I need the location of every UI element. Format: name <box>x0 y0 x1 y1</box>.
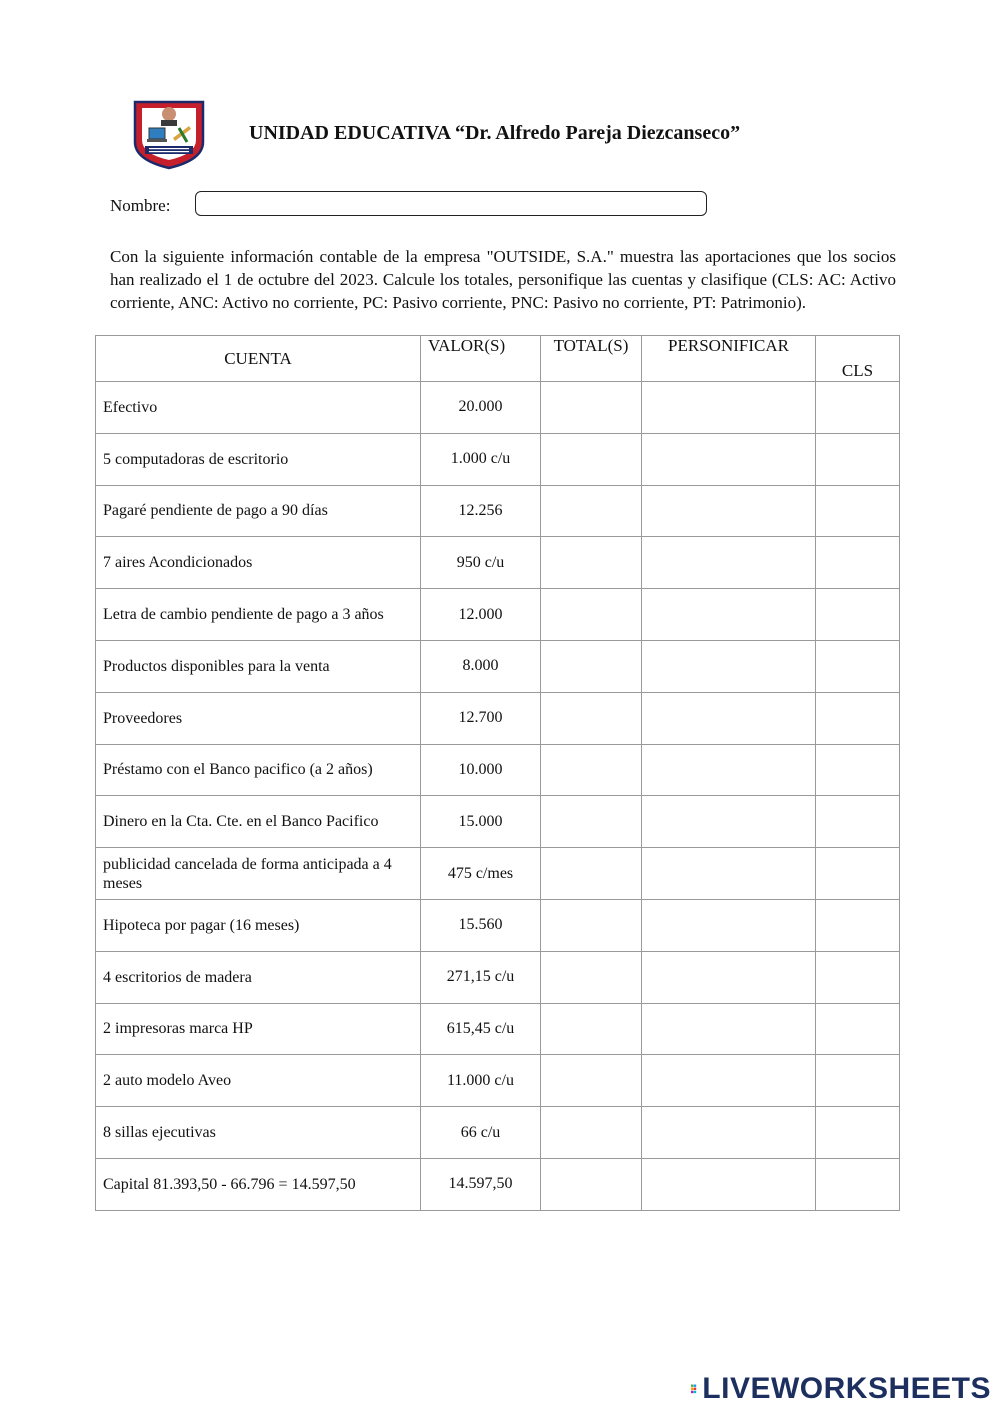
cell-total-input[interactable] <box>541 899 642 951</box>
cell-cuenta: 5 computadoras de escritorio <box>96 433 421 485</box>
cell-valor: 1.000 c/u <box>421 433 541 485</box>
table-row <box>96 589 900 641</box>
cell-personificar-input[interactable] <box>642 1003 816 1055</box>
table-row <box>96 640 900 692</box>
table-row <box>96 1107 900 1159</box>
cell-total-input[interactable] <box>541 1003 642 1055</box>
cell-total-input[interactable] <box>541 848 642 900</box>
liveworksheets-brand: LIVEWORKSHEETS <box>702 1372 991 1405</box>
name-label: Nombre: <box>110 196 171 215</box>
cell-valor: 12.000 <box>421 589 541 641</box>
cell-valor: 11.000 c/u <box>421 1055 541 1107</box>
cell-total-input[interactable] <box>541 1158 642 1210</box>
cell-cls-input[interactable] <box>816 848 900 900</box>
column-header-cuenta: CUENTA <box>96 336 421 382</box>
cell-total-input[interactable] <box>541 485 642 537</box>
column-header-personificar: PERSONIFICAR <box>642 336 816 382</box>
cell-cls-input[interactable] <box>816 485 900 537</box>
cell-total-input[interactable] <box>541 951 642 1003</box>
cell-cuenta: 7 aires Acondicionados <box>96 537 421 589</box>
cell-personificar-input[interactable] <box>642 382 816 434</box>
table-row <box>96 485 900 537</box>
table-row <box>96 899 900 951</box>
cell-cls-input[interactable] <box>816 382 900 434</box>
cell-valor: 615,45 c/u <box>421 1003 541 1055</box>
table-row <box>96 692 900 744</box>
cell-valor: 271,15 c/u <box>421 951 541 1003</box>
cell-total-input[interactable] <box>541 1107 642 1159</box>
table-header-row <box>96 336 900 382</box>
cell-personificar-input[interactable] <box>642 1158 816 1210</box>
cell-personificar-input[interactable] <box>642 692 816 744</box>
cell-personificar-input[interactable] <box>642 796 816 848</box>
liveworksheets-logo <box>691 1372 991 1406</box>
instructions-paragraph: Con la siguiente información contable de la empresa "OUTSIDE, S.A." muestra las aportaciones que los socios han realizado el 1 de octubre del 2023. Calcule los totales, personifique las cuentas y clasifique (CLS: AC: Activo corriente, ANC: Activo no corriente, PC: Pasivo corriente, PNC: Pasivo no corriente, PT: Patrimonio). <box>110 247 896 312</box>
cell-personificar-input[interactable] <box>642 1107 816 1159</box>
table-row <box>96 744 900 796</box>
table-row <box>96 433 900 485</box>
cell-total-input[interactable] <box>541 589 642 641</box>
cell-cuenta: Dinero en la Cta. Cte. en el Banco Pacifico <box>96 796 421 848</box>
cell-personificar-input[interactable] <box>642 433 816 485</box>
cell-cls-input[interactable] <box>816 1158 900 1210</box>
cell-valor: 12.700 <box>421 692 541 744</box>
name-input[interactable] <box>195 191 707 216</box>
school-crest-logo <box>131 98 207 170</box>
cell-total-input[interactable] <box>541 382 642 434</box>
table-row <box>96 1158 900 1210</box>
liveworksheets-mark-icon <box>691 1376 699 1402</box>
cell-personificar-input[interactable] <box>642 589 816 641</box>
cell-cuenta: 2 auto modelo Aveo <box>96 1055 421 1107</box>
school-title: UNIDAD EDUCATIVA “Dr. Alfredo Pareja Diezcanseco” <box>249 122 741 144</box>
cell-personificar-input[interactable] <box>642 848 816 900</box>
cell-cuenta: 4 escritorios de madera <box>96 951 421 1003</box>
cell-total-input[interactable] <box>541 433 642 485</box>
cell-total-input[interactable] <box>541 640 642 692</box>
table-row <box>96 951 900 1003</box>
cell-cls-input[interactable] <box>816 951 900 1003</box>
cell-valor: 950 c/u <box>421 537 541 589</box>
cell-valor: 475 c/mes <box>421 848 541 900</box>
cell-personificar-input[interactable] <box>642 537 816 589</box>
accounts-table-body <box>96 382 900 1211</box>
cell-cls-input[interactable] <box>816 589 900 641</box>
cell-valor: 12.256 <box>421 485 541 537</box>
cell-cuenta: Letra de cambio pendiente de pago a 3 años <box>96 589 421 641</box>
cell-cuenta: publicidad cancelada de forma anticipada a 4 meses <box>96 848 421 900</box>
column-header-cls: CLS <box>816 336 900 382</box>
cell-cls-input[interactable] <box>816 433 900 485</box>
cell-cuenta: Préstamo con el Banco pacifico (a 2 años) <box>96 744 421 796</box>
cell-cls-input[interactable] <box>816 899 900 951</box>
cell-total-input[interactable] <box>541 744 642 796</box>
cell-cls-input[interactable] <box>816 796 900 848</box>
cell-valor: 10.000 <box>421 744 541 796</box>
cell-cls-input[interactable] <box>816 640 900 692</box>
cell-valor: 15.000 <box>421 796 541 848</box>
table-row <box>96 1003 900 1055</box>
table-row <box>96 1055 900 1107</box>
cell-cuenta: Pagaré pendiente de pago a 90 días <box>96 485 421 537</box>
cell-valor: 20.000 <box>421 382 541 434</box>
cell-cls-input[interactable] <box>816 1003 900 1055</box>
cell-cls-input[interactable] <box>816 1055 900 1107</box>
cell-personificar-input[interactable] <box>642 1055 816 1107</box>
cell-cls-input[interactable] <box>816 692 900 744</box>
cell-personificar-input[interactable] <box>642 640 816 692</box>
cell-personificar-input[interactable] <box>642 485 816 537</box>
cell-cuenta: 2 impresoras marca HP <box>96 1003 421 1055</box>
cell-cuenta: Capital 81.393,50 - 66.796 = 14.597,50 <box>96 1158 421 1210</box>
table-row <box>96 537 900 589</box>
column-header-total: TOTAL(S) <box>541 336 642 382</box>
column-header-valor: VALOR(S) <box>421 336 541 382</box>
cell-cls-input[interactable] <box>816 1107 900 1159</box>
cell-cuenta: Proveedores <box>96 692 421 744</box>
cell-total-input[interactable] <box>541 692 642 744</box>
cell-cls-input[interactable] <box>816 537 900 589</box>
table-row <box>96 848 900 900</box>
cell-valor: 15.560 <box>421 899 541 951</box>
cell-cuenta: Efectivo <box>96 382 421 434</box>
cell-total-input[interactable] <box>541 796 642 848</box>
cell-personificar-input[interactable] <box>642 899 816 951</box>
cell-total-input[interactable] <box>541 537 642 589</box>
cell-cuenta: Productos disponibles para la venta <box>96 640 421 692</box>
cell-cuenta: Hipoteca por pagar (16 meses) <box>96 899 421 951</box>
cell-cls-input[interactable] <box>816 744 900 796</box>
cell-total-input[interactable] <box>541 1055 642 1107</box>
cell-personificar-input[interactable] <box>642 744 816 796</box>
cell-valor: 14.597,50 <box>421 1158 541 1210</box>
table-row <box>96 796 900 848</box>
cell-valor: 66 c/u <box>421 1107 541 1159</box>
accounts-table <box>95 335 900 1211</box>
cell-valor: 8.000 <box>421 640 541 692</box>
table-row <box>96 382 900 434</box>
cell-personificar-input[interactable] <box>642 951 816 1003</box>
cell-cuenta: 8 sillas ejecutivas <box>96 1107 421 1159</box>
